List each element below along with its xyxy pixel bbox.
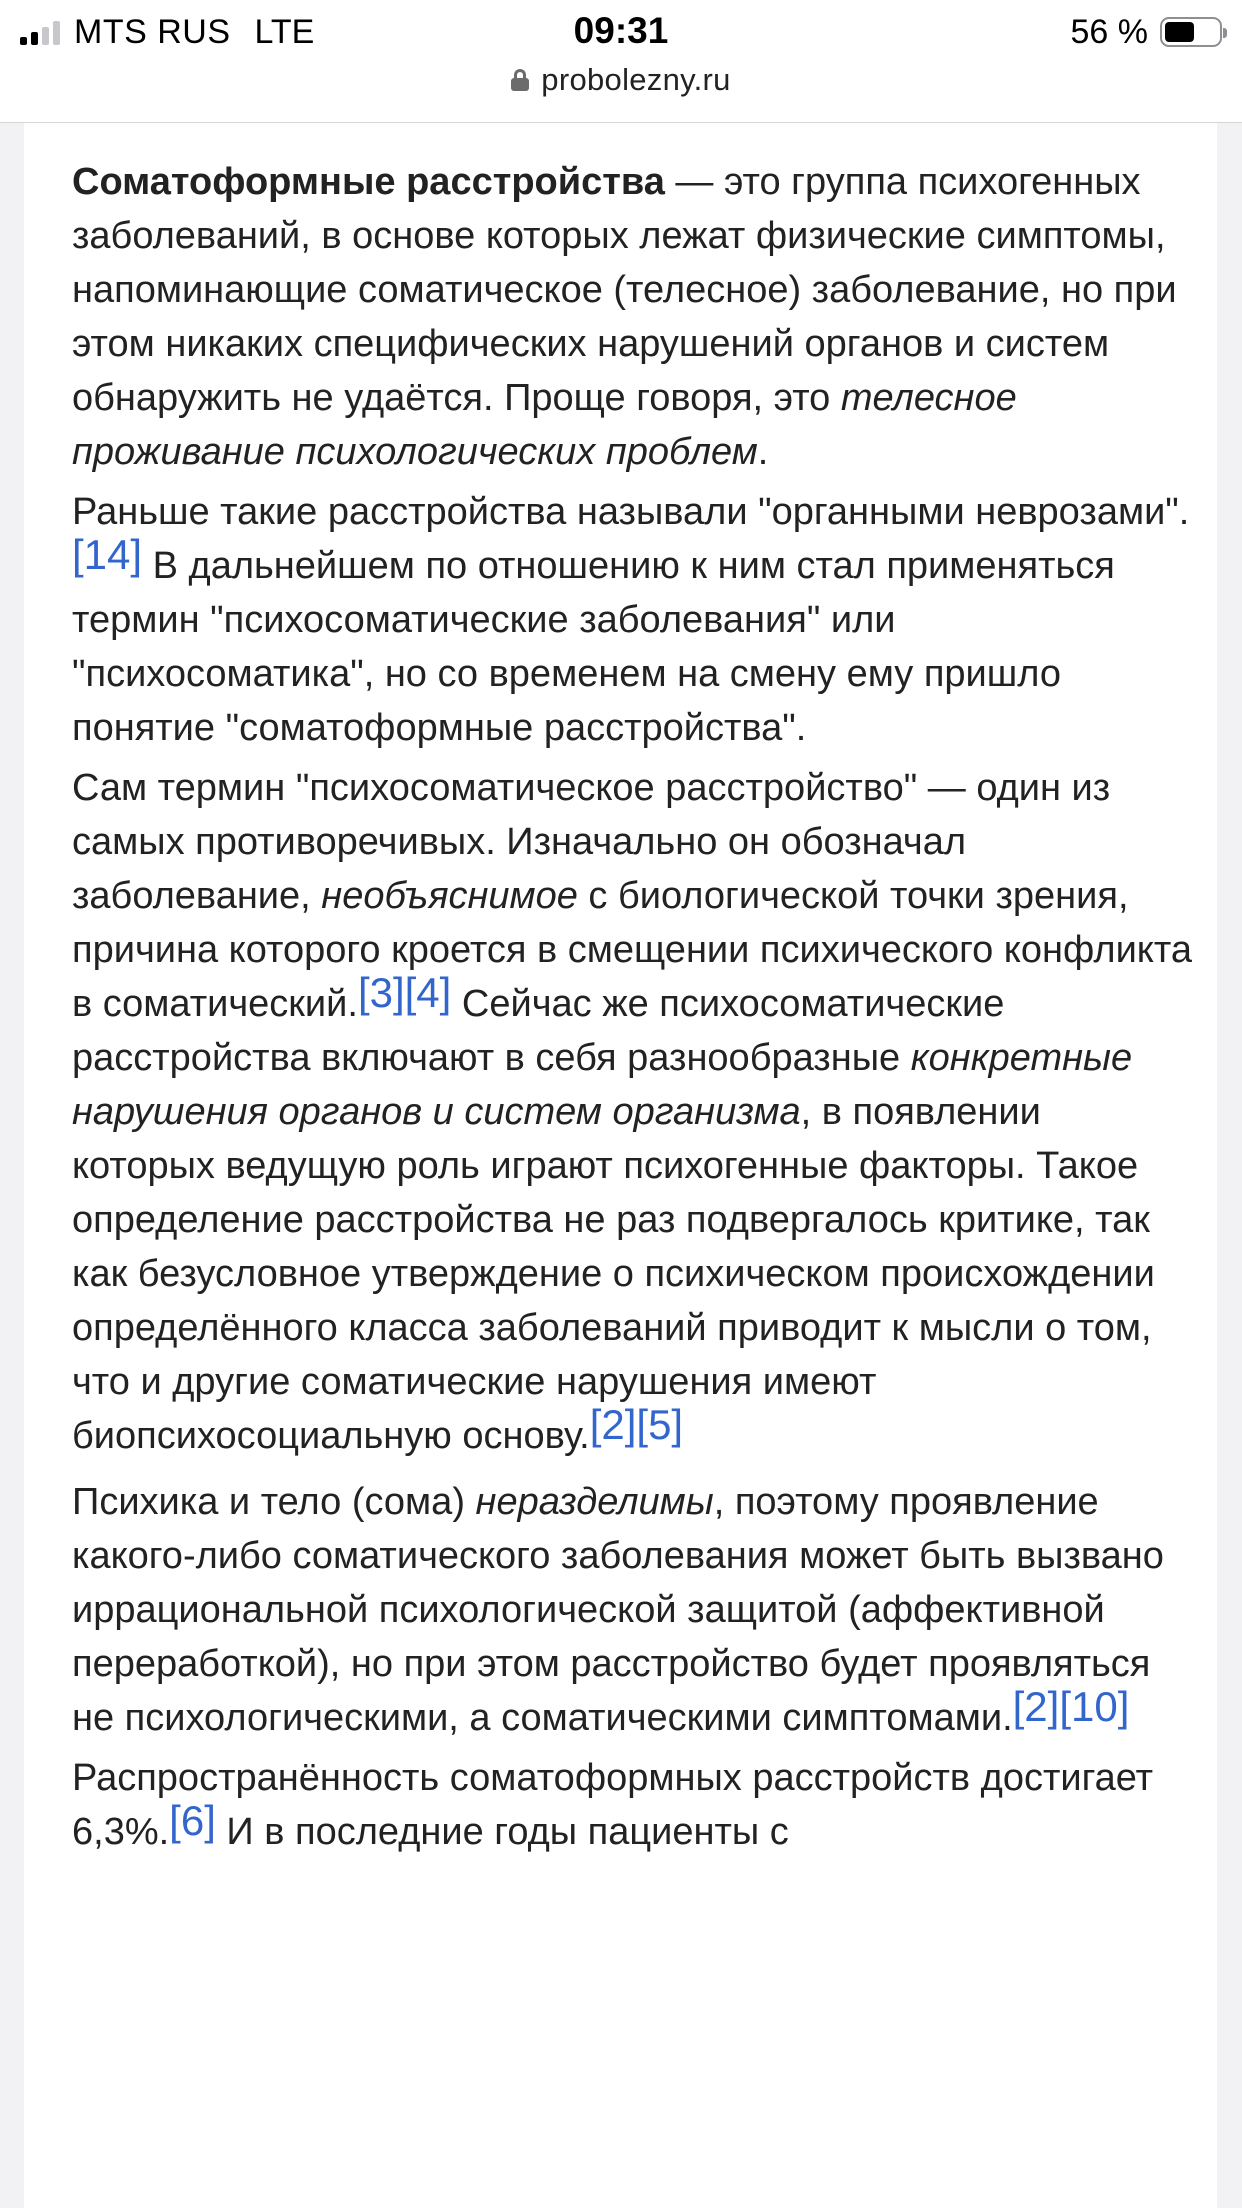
reference-link[interactable]: [10] (1059, 1683, 1130, 1730)
paragraph-text: Распространённость соматоформных расстройств достигает 6,3%. (72, 1757, 1154, 1853)
reference-link[interactable]: [2] (1012, 1683, 1060, 1730)
paragraph-text: Психика и тело (сома) (72, 1481, 476, 1523)
paragraph-psyche (72, 1475, 1192, 1745)
reference-link[interactable]: [6] (169, 1797, 216, 1844)
reference-link[interactable]: [4] (404, 969, 452, 1016)
status-bar (0, 0, 1242, 123)
article-body (72, 155, 1192, 1865)
paragraph-prevalence (72, 1751, 1192, 1859)
paragraph-text: Раньше такие расстройства называли "органными неврозами". (72, 491, 1190, 533)
battery-icon (1160, 17, 1222, 47)
paragraph-term (72, 761, 1192, 1463)
paragraph-text: — это группа психогенных заболеваний, в основе которых лежат физические симптомы, напоминающие соматическое (телесное) заболевание, но при этом никаких специфических нарушений органов и систем обнаружить не удаётся. Проще говоря, это (72, 161, 1177, 419)
clock: 09:31 (573, 10, 669, 51)
url-text[interactable]: probolezny.ru (541, 62, 731, 97)
emphasis-text: необъяснимое (321, 875, 578, 917)
emphasis-text: телесное проживание психологических проблем (72, 377, 1017, 473)
status-right (1071, 12, 1223, 52)
paragraph-text: Сам термин "психосоматическое расстройство" — один из самых противоречивых. Изначально он обозначал заболевание, (72, 767, 1111, 917)
paragraph-text: с биологической точки зрения, причина которого кроется в смещении психического конфликта в соматический. (72, 875, 1192, 1025)
article-card (24, 123, 1217, 2208)
paragraph-text: , в появлении которых ведущую роль играют психогенные факторы. Такое определение расстройства не раз подвергалось критике, так как безусловное утверждение о психическом происхождении определённого класса заболеваний приводит к мысли о том, что и другие соматические нарушения имеют биопсихосоциальную основу. (72, 1091, 1155, 1457)
carrier-name: MTS RUS (74, 12, 231, 51)
address-bar[interactable] (0, 58, 1242, 102)
emphasis-text: неразделимы (475, 1481, 714, 1523)
paragraph-history (72, 485, 1192, 755)
reference-link[interactable]: [5] (636, 1401, 684, 1448)
lock-icon (511, 69, 529, 91)
paragraph-text: Сейчас же психосоматические расстройства включают в себя разнообразные (72, 983, 1005, 1079)
battery-percent: 56 % (1070, 12, 1148, 51)
reference-link[interactable]: [2] (589, 1401, 637, 1448)
network-type: LTE (254, 12, 315, 51)
reference-link[interactable]: [14] (72, 531, 143, 578)
battery-fill (1165, 22, 1194, 42)
paragraph-text: . (757, 431, 769, 473)
paragraph-text: , поэтому проявление какого-либо соматического заболевания может быть вызвано иррациональной психологической защитой (аффективной переработкой), но при этом расстройство будет проявляться не психологическими, а соматическими симптомами. (72, 1481, 1164, 1739)
paragraph-text: И в последние годы пациенты с (215, 1811, 789, 1853)
emphasis-text: конкретные нарушения органов и систем организма (72, 1037, 1133, 1133)
paragraph-definition (72, 155, 1192, 479)
reference-link[interactable]: [3] (357, 969, 405, 1016)
term-bold: Соматоформные расстройства (72, 161, 665, 203)
paragraph-text: В дальнейшем по отношению к ним стал применяться термин "психосоматические заболевания" или "психосоматика", но со временем на смену ему пришло понятие "соматоформные расстройства". (72, 545, 1115, 749)
